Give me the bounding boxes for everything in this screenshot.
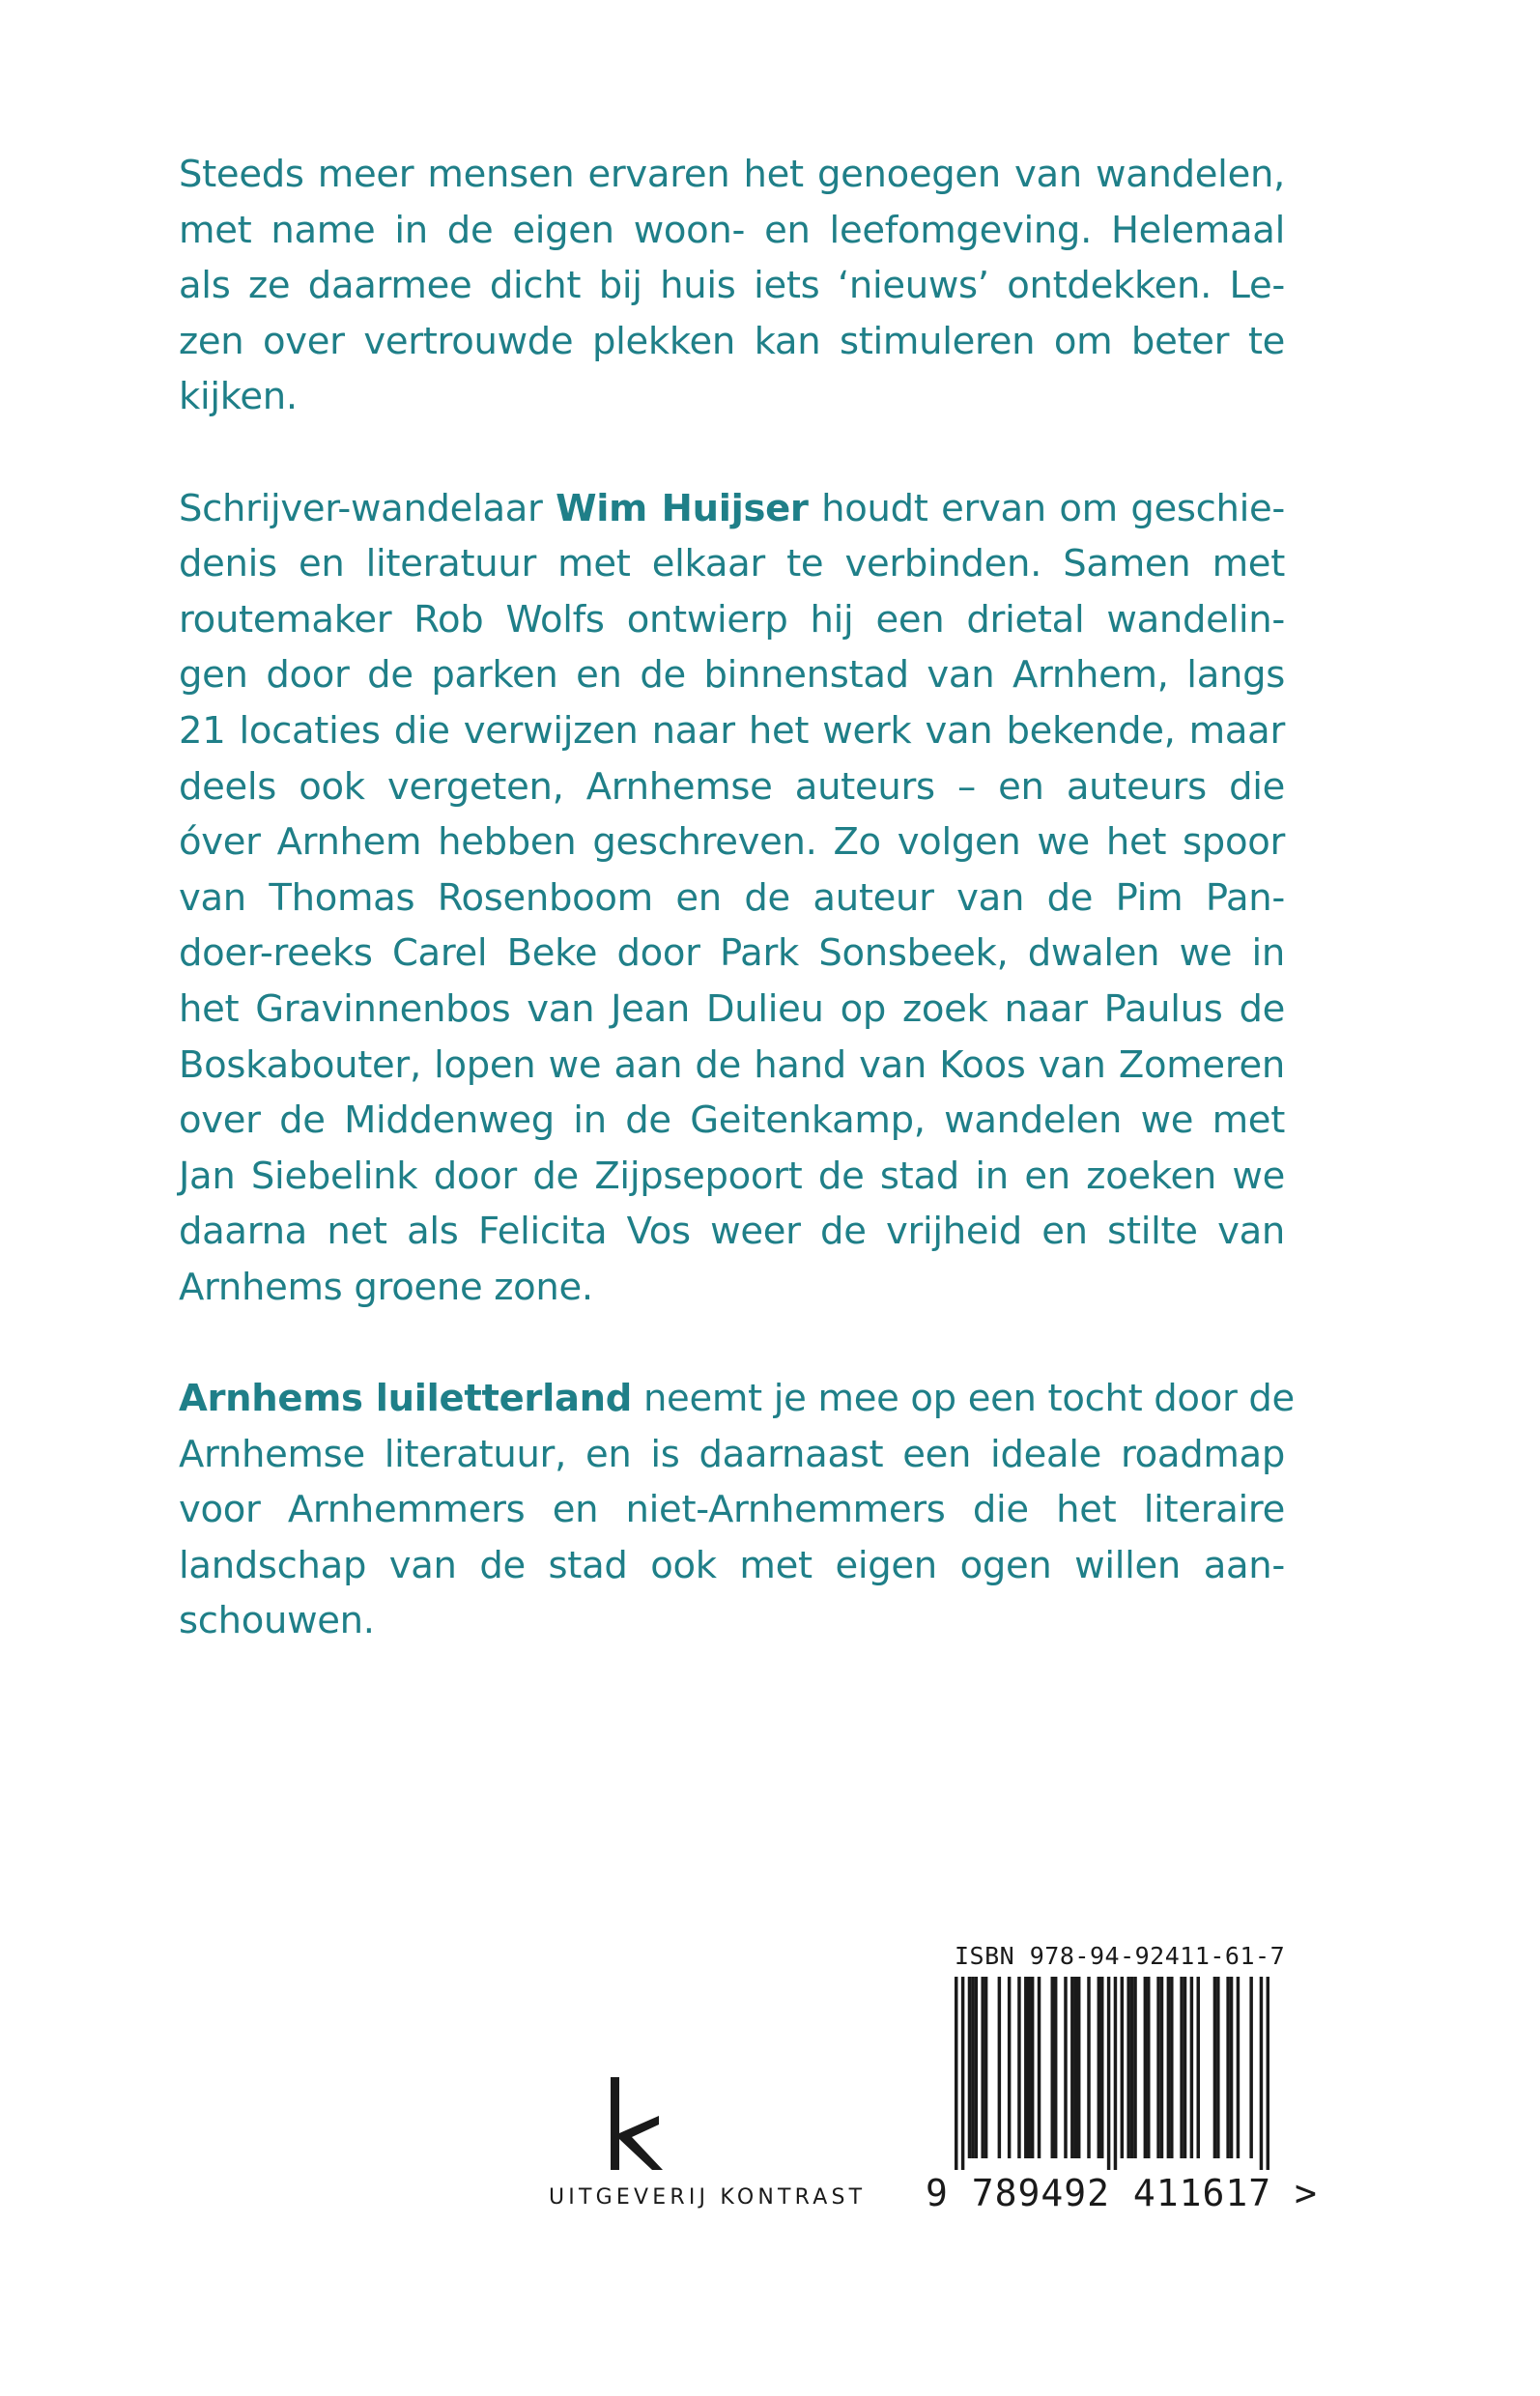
blurb-line: zen over vertrouwde plekken kan stimuleren om beter te	[179, 319, 1285, 363]
barcode-bar	[984, 1977, 987, 2158]
barcode-bar	[1024, 1977, 1027, 2158]
kontrast-k-logo-icon	[609, 2077, 667, 2170]
blurb-line: kijken.	[179, 375, 298, 419]
barcode-bar	[1226, 1977, 1229, 2158]
barcode-bar	[1160, 1977, 1163, 2158]
barcode-bar	[1267, 1977, 1269, 2170]
publisher-prefix: UITGEVERIJ	[549, 2185, 710, 2210]
barcode-bar	[1230, 1977, 1233, 2158]
barcode-bar	[1038, 1977, 1041, 2158]
barcode-bar	[1126, 1977, 1129, 2158]
barcode-bar	[955, 1977, 957, 2170]
barcode-bar	[1121, 1977, 1124, 2158]
blurb-line	[179, 481, 1285, 537]
blurb-line: schouwen.	[179, 1599, 375, 1643]
barcode-bar	[1017, 1977, 1020, 2158]
blurb-line: 21 locaties die verwijzen naar het werk van bekende, maar	[179, 708, 1285, 753]
barcode-bar	[1190, 1977, 1193, 2158]
barcode-bar	[968, 1977, 971, 2158]
barcode-bar	[971, 1977, 974, 2158]
publisher-main: KONTRAST	[720, 2185, 867, 2210]
barcode-bar	[998, 1977, 1001, 2158]
barcode-bar	[961, 1977, 964, 2170]
barcode-bar	[1197, 1977, 1200, 2158]
blurb-line: met name in de eigen woon- en leefomgeving. Helemaal	[179, 208, 1285, 252]
blurb-line: landschap van de stad ook met eigen ogen willen aan-	[179, 1543, 1285, 1587]
blurb-line: Boskabouter, lopen we aan de hand van Koos van Zomeren	[179, 1042, 1285, 1087]
blurb-paragraph-2	[179, 481, 1285, 1316]
barcode-bar	[1156, 1977, 1159, 2158]
blurb-line: als ze daarmee dicht bij huis iets ‘nieuws’ ontdekken. Le-	[179, 264, 1285, 308]
back-cover-blurb	[179, 147, 1295, 1705]
barcode-bar	[1184, 1977, 1186, 2158]
barcode-bar	[1077, 1977, 1080, 2158]
barcode-bar	[1170, 1977, 1173, 2158]
barcode-bar	[1133, 1977, 1136, 2158]
barcode-bar	[1051, 1977, 1054, 2158]
barcode-digits: 9 789492 411617 >	[926, 2172, 1318, 2214]
blurb-line: van Thomas Rosenboom en de auteur van de Pim Pan-	[179, 875, 1285, 920]
blurb-line: Arnhemse literatuur, en is daarnaast een ideale roadmap	[179, 1432, 1285, 1476]
publisher-name	[549, 2185, 887, 2210]
blurb-paragraph-1	[179, 147, 1285, 425]
barcode-bar	[1054, 1977, 1057, 2158]
book-title: Arnhems luiletterland	[179, 1377, 633, 1421]
blurb-line: het Gravinnenbos van Jean Dulieu op zoek naar Paulus de	[179, 986, 1285, 1031]
barcode-bar	[1260, 1977, 1263, 2170]
barcode-bar	[1114, 1977, 1117, 2170]
blurb-line: Jan Siebelink door de Zijpsepoort de stad in en zoeken we	[179, 1154, 1285, 1198]
blurb-text: neemt je mee op een tocht door de	[632, 1377, 1295, 1421]
barcode-bar	[1074, 1977, 1077, 2158]
isbn-label: ISBN 978-94-92411-61-7	[955, 1942, 1286, 1970]
barcode-bar	[1027, 1977, 1030, 2158]
blurb-line: deels ook vergeten, Arnhemse auteurs – en auteurs die	[179, 764, 1285, 809]
author-name: Wim Huijser	[556, 486, 809, 530]
barcode-bar	[981, 1977, 984, 2158]
blurb-line: gen door de parken en de binnenstad van Arnhem, langs	[179, 653, 1285, 698]
barcode-bar	[1107, 1977, 1110, 2170]
blurb-line: routemaker Rob Wolfs ontwierp hij een drietal wandelin-	[179, 597, 1285, 642]
barcode-bar	[1031, 1977, 1034, 2158]
blurb-text: houdt ervan om geschie-	[808, 486, 1286, 530]
barcode-bar	[1087, 1977, 1090, 2158]
barcode-bar	[1008, 1977, 1011, 2158]
barcode-bar	[1249, 1977, 1252, 2158]
barcode	[955, 1977, 1269, 2170]
barcode-bar	[1070, 1977, 1073, 2158]
blurb-paragraph-3	[179, 1371, 1295, 1649]
blurb-line: over de Middenweg in de Geitenkamp, wandelen we met	[179, 1098, 1285, 1143]
barcode-bar	[1064, 1977, 1067, 2158]
barcode-bar	[1100, 1977, 1103, 2158]
blurb-line: doer-reeks Carel Beke door Park Sonsbeek, dwalen we in	[179, 931, 1285, 976]
barcode-bar	[975, 1977, 978, 2158]
barcode-bar	[1144, 1977, 1147, 2158]
blurb-line: daarna net als Felicita Vos weer de vrijheid en stilte van	[179, 1210, 1285, 1254]
barcode-bar	[1180, 1977, 1183, 2158]
barcode-bar	[1147, 1977, 1150, 2158]
blurb-line: Arnhems groene zone.	[179, 1265, 593, 1309]
barcode-bar	[1098, 1977, 1100, 2158]
barcode-bar	[1213, 1977, 1216, 2158]
blurb-text: Schrijver-wandelaar	[179, 486, 556, 530]
blurb-line	[179, 1371, 1295, 1427]
barcode-bar	[1167, 1977, 1170, 2158]
barcode-bar	[1237, 1977, 1240, 2158]
barcode-bar	[1130, 1977, 1133, 2158]
blurb-line: Steeds meer mensen ervaren het genoegen van wandelen,	[179, 153, 1285, 196]
blurb-line: denis en literatuur met elkaar te verbinden. Samen met	[179, 542, 1285, 586]
blurb-line: óver Arnhem hebben geschreven. Zo volgen we het spoor	[179, 820, 1285, 865]
blurb-line: voor Arnhemmers en niet-Arnhemmers die het literaire	[179, 1488, 1285, 1532]
barcode-bar	[1216, 1977, 1219, 2158]
